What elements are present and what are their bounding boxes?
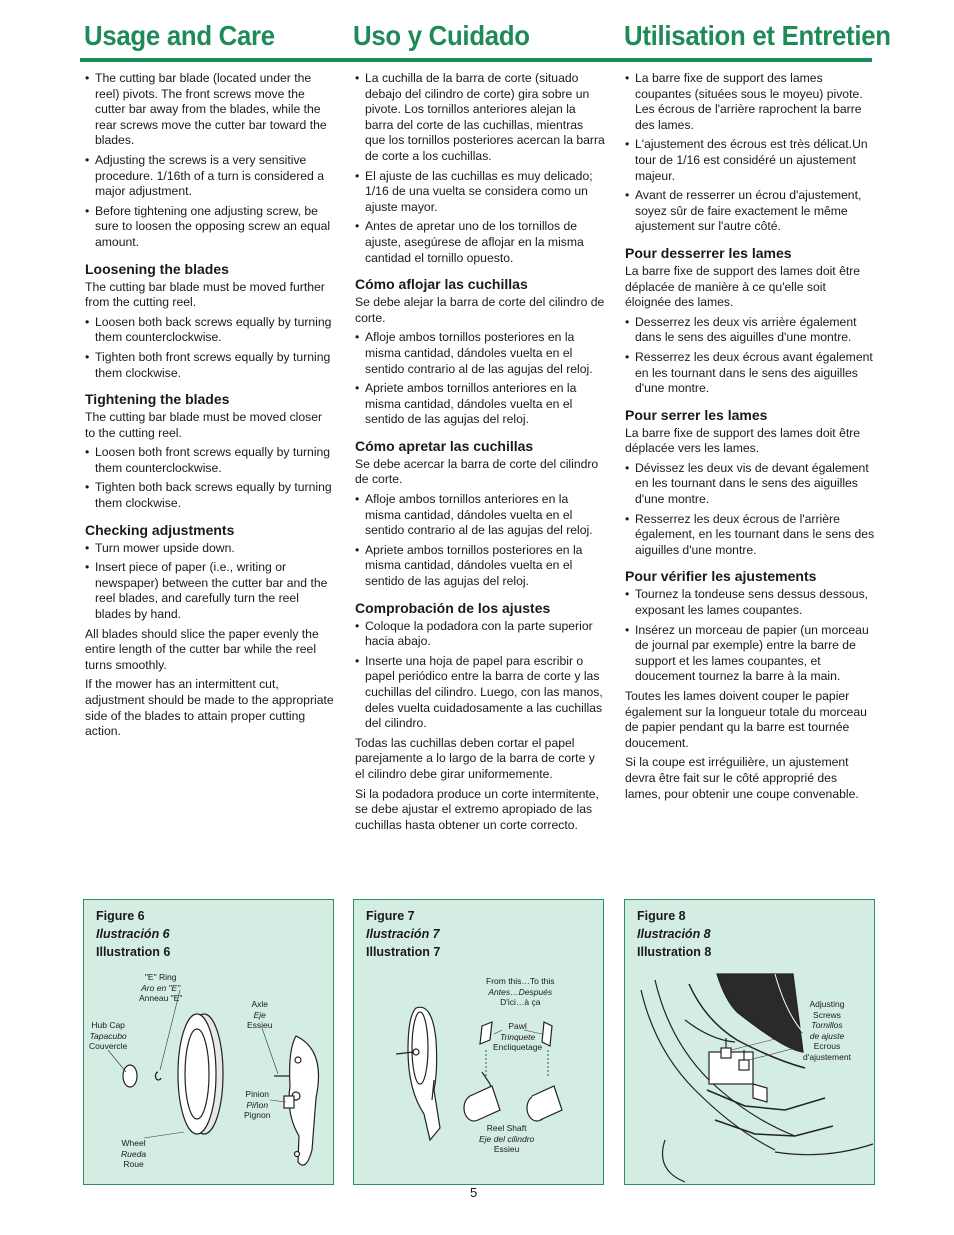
list-item: • The cutting bar blade (located under the reel) pivots. The front screws move the cutter bar away from the blades, while the rear screws move the cutter bar toward the blades.: [85, 71, 335, 149]
list-item: • Antes de apretar uno de los tornillos de ajuste, asegúrese de aflojar en la misma cantidad el tornillo opuesto.: [355, 219, 605, 266]
label-from-to: [486, 976, 555, 1008]
list-item: • Turn mower upside down.: [85, 541, 335, 557]
list-item: • Dévissez les deux vis de devant également en les tournant dans le sens des aiguilles d'une montre.: [625, 461, 875, 508]
label-line: Pignon: [244, 1110, 271, 1120]
list-item: • L'ajustement des écrous est très délicat.Un tour de 1/16 est considéré un ajustement majeur.: [625, 137, 875, 184]
label-line: Tapacubo: [89, 1030, 127, 1041]
list-item: • Afloje ambos tornillos anteriores en la misma cantidad, dándoles vuelta en el sentido contrario al de las agujas del reloj.: [355, 492, 605, 539]
label-line: D'ici…à ça: [500, 997, 541, 1007]
paragraph: If the mower has an intermittent cut, adjustment should be made to the appropriate side of the blades to attain proper cutting action.: [85, 677, 334, 739]
figure-8-panel: [624, 899, 875, 1185]
label-line: de ajuste: [809, 1030, 845, 1041]
label-line: Tornillos: [811, 1020, 843, 1030]
list-item: • Adjusting the screws is a very sensitive procedure. 1/16th of a turn is considered a major adjustment.: [85, 153, 335, 200]
figure-7-panel: [353, 899, 604, 1185]
label-line: Eje del cilindro: [479, 1133, 535, 1144]
list-item: • Avant de resserrer un écrou d'ajustement, soyez sûr de faire exactement le même ajustement sur l'autre côté.: [625, 188, 875, 235]
list-item: • Apriete ambos tornillos anteriores en la misma cantidad, dándoles vuelta en el sentido de las agujas del reloj.: [355, 381, 605, 428]
list-item: • Tournez la tondeuse sens dessus dessous, exposant les lames coupantes.: [625, 587, 875, 618]
label-line: Aro en "E": [141, 982, 181, 993]
paragraph: All blades should slice the paper evenly the entire length of the cutter bar while the reel turns smoothly.: [85, 626, 319, 672]
column-english: [85, 71, 335, 744]
step-list: [625, 461, 875, 559]
label-line: Wheel: [121, 1138, 146, 1148]
section-title: Pour vérifier les ajustements: [625, 568, 817, 585]
label-axle: [247, 999, 273, 1031]
caption-fr: Illustration 7: [366, 945, 441, 959]
label-line: "E" Ring: [144, 972, 177, 982]
label-line: From this…To this: [486, 976, 555, 986]
label-line: Piñon: [246, 1099, 269, 1110]
section-title: Cómo apretar las cuchillas: [355, 437, 534, 454]
label-adjusting-screws: [803, 999, 851, 1062]
paragraph: Si la coupe est irréguilière, un ajustement devra être fait sur le côté approprié des lames, pour obtenir une coupe convenable.: [625, 755, 859, 801]
list-item: • Tighten both front screws equally by turning them clockwise.: [85, 350, 335, 381]
label-line: Pinion: [245, 1089, 270, 1099]
column-spanish: [355, 71, 605, 837]
heading-french: Utilisation et Entretien: [624, 20, 891, 51]
list-item: • Coloque la podadora con la parte superior hacia abajo.: [355, 619, 605, 650]
section-title: Loosening the blades: [85, 260, 229, 277]
label-line: Encliquetage: [493, 1042, 543, 1052]
page-number: 5: [470, 1185, 478, 1200]
list-item: • Insérez un morceau de papier (un morceau de journal par exemple) entre la barre de support et les lames coupantes, et doucement tournez la barre à la main.: [625, 623, 875, 685]
section-title: Cómo aflojar las cuchillas: [355, 276, 528, 293]
step-list: [625, 587, 875, 685]
step-list: [85, 541, 335, 623]
paragraph: La barre fixe de support des lames doit être déplacée vers les lames.: [625, 425, 861, 456]
step-list: [85, 315, 335, 381]
label-line: Essieu: [247, 1020, 273, 1030]
list-item: • Afloje ambos tornillos posteriores en la misma cantidad, dándoles vuelta en el sentido contrario al de las agujas del reloj.: [355, 330, 605, 377]
caption-es: Ilustración 6: [96, 927, 170, 941]
list-item: • Loosen both front screws equally by turning them counterclockwise.: [85, 445, 335, 476]
list-item: • Loosen both back screws equally by turning them counterclockwise.: [85, 315, 335, 346]
label-line: Eje: [253, 1009, 266, 1020]
list-item: • El ajuste de las cuchillas es muy delicado; 1/16 de una vuelta se considera como un ajuste mayor.: [355, 169, 605, 216]
column-french: [625, 71, 875, 806]
intro-list: [355, 71, 605, 266]
label-line: Adjusting: [809, 999, 845, 1009]
step-list: [355, 492, 605, 590]
label-line: Trinquete: [499, 1031, 536, 1042]
label-e-ring: [139, 972, 182, 1004]
paragraph: Si la podadora produce un corte intermitente, se debe ajustar el extremo apropiado de las cuchillas hasta obtener un corte correcto.: [355, 786, 599, 832]
label-line: Screws: [813, 1009, 841, 1020]
label-reel-shaft: [479, 1123, 534, 1155]
list-item: • Inserte una hoja de papel para escribir o papel periódico entre la barra de corte y las cuchillas del cilindro. Luego, con las manos, deles vuelta cuidadosamente a las cuchillas del cilindro.: [355, 654, 605, 732]
label-line: Roue: [123, 1159, 144, 1169]
heading-english: Usage and Care: [84, 20, 275, 51]
figure-6-panel: [83, 899, 334, 1185]
heading-rule: [80, 58, 872, 62]
label-line: Essieu: [493, 1144, 520, 1154]
paragraph: Se debe acercar la barra de corte del cilindro de corte.: [355, 456, 599, 487]
list-item: • Tighten both back screws equally by turning them clockwise.: [85, 480, 335, 511]
list-item: • Desserrez les deux vis arrière également dans le sens des aiguilles d'une montre.: [625, 315, 875, 346]
list-item: • La cuchilla de la barra de corte (situado debajo del cilindro de corte) gira sobre un pivote. Los tornillos anteriores alejan la barra del corte de las cuchillas, mientras que los tornillos posteriores acercan la barra de corte a los cuchillas.: [355, 71, 605, 165]
list-item: • Before tightening one adjusting screw, be sure to loosen the opposing screw an equal amount.: [85, 204, 335, 251]
paragraph: Todas las cuchillas deben cortar el papel parejamente a lo largo de la barra de corte y el cilindro debe girar uniformemente.: [355, 735, 595, 781]
section-title: Pour serrer les lames: [625, 406, 768, 423]
label-line: Couvercle: [89, 1041, 128, 1051]
paragraph: Toutes les lames doivent couper le papier également sur la longueur totale du morceau de papier pendant qu la barre est tournée doucement.: [625, 689, 867, 750]
label-hub-cap: [89, 1020, 127, 1052]
intro-list: [625, 71, 875, 235]
label-line: Hub Cap: [91, 1020, 125, 1030]
section-title: Checking adjustments: [85, 521, 235, 538]
section-title: Comprobación de los ajustes: [355, 599, 551, 616]
list-item: • Resserrez les deux écrous de l'arrière également, en les tournant dans le sens des aiguilles d'une montre.: [625, 512, 875, 559]
list-item: • Resserrez les deux écrous avant également en les tournant dans le sens des aiguilles d'une montre.: [625, 350, 875, 397]
label-line: Rueda: [121, 1148, 147, 1159]
label-line: Reel Shaft: [486, 1123, 527, 1133]
step-list: [625, 315, 875, 397]
step-list: [355, 330, 605, 428]
list-item: • Apriete ambos tornillos posteriores en la misma cantidad, dándoles vuelta en el sentido de las agujas del reloj.: [355, 543, 605, 590]
caption-en: Figure 6: [96, 909, 145, 923]
caption-es: Ilustración 8: [637, 927, 711, 941]
intro-list: [85, 71, 335, 251]
caption-es: Ilustración 7: [366, 927, 440, 941]
step-list: [85, 445, 335, 511]
paragraph: La barre fixe de support des lames doit être déplacée de manière à ce qu'elle soit éloignée des lames.: [625, 263, 861, 310]
label-line: Axle: [251, 999, 269, 1009]
paragraph: Se debe alejar la barra de corte del cilindro de corte.: [355, 295, 605, 325]
label-line: Anneau "E": [139, 993, 183, 1003]
section-title: Pour desserrer les lames: [625, 244, 792, 261]
list-item: • Insert piece of paper (i.e., writing or newspaper) between the cutter bar and the reel blades, and carefully turn the reel blades by hand.: [85, 560, 335, 622]
section-title: Tightening the blades: [85, 391, 230, 408]
heading-spanish: Uso y Cuidado: [353, 20, 530, 51]
paragraph: The cutting bar blade must be moved further from the cutting reel.: [85, 279, 325, 310]
caption-en: Figure 8: [637, 909, 686, 923]
list-item: • La barre fixe de support des lames coupantes (situées sous le moyeu) pivote. Les écrous de l'arrière raprochent la barre des lames.: [625, 71, 875, 133]
step-list: [355, 619, 605, 732]
label-pinion: [244, 1089, 270, 1121]
label-line: Antes…Después: [488, 986, 553, 997]
caption-fr: Illustration 8: [637, 945, 712, 959]
label-pawl: [493, 1021, 542, 1053]
caption-en: Figure 7: [366, 909, 415, 923]
label-wheel: [121, 1138, 146, 1170]
label-line: d'ajustement: [803, 1051, 851, 1062]
paragraph: The cutting bar blade must be moved closer to the cutting reel.: [85, 410, 323, 440]
label-line: Pawl: [508, 1021, 527, 1031]
label-line: Ecrous: [813, 1041, 841, 1051]
caption-fr: Illustration 6: [96, 945, 171, 959]
